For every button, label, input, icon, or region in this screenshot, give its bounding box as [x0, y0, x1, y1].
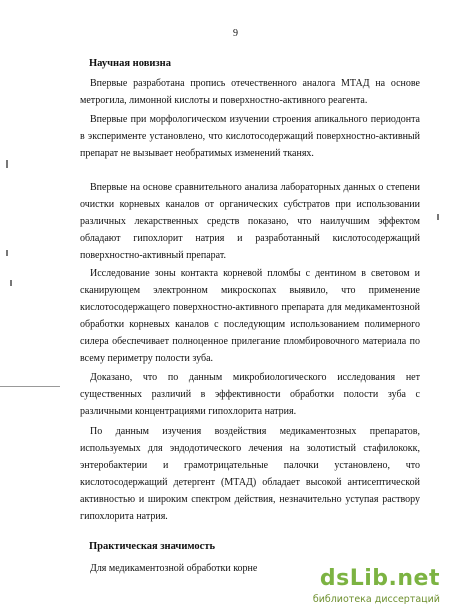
- practical-paragraph-1: Для медикаментозной обработки корне: [90, 563, 258, 574]
- watermark: [312, 566, 440, 610]
- novelty-paragraph-5: Доказано, что по данным микробиологического исследования нет существенных различий в эффективности обработки полости зуба с различными концентрациями гипохлорита натрия.: [80, 372, 420, 417]
- scan-mark: [437, 214, 439, 220]
- novelty-paragraph-3: Впервые на основе сравнительного анализа лабораторных данных о степени очистки корневых каналов от органических субстратов при использовании различных лекарственных средств показано, что наилучшим эффектом обладают гипохлорит натрия и разработанный кислотосодержащий поверхностно-активный препарат.: [80, 182, 420, 261]
- watermark-subtitle: библиотека диссертаций: [312, 594, 440, 605]
- watermark-logo: dsLib.net: [319, 566, 440, 591]
- novelty-paragraph-6: По данным изучения воздействия медикаментозных препаратов, используемых для эндодотического лечения на золотистый стафилококк, энтеробактерии и грамотрицательные палочки установлено, что кислотосодержащий детергент (МТАД) обладает высокой антисептической активностью и широким спектром действия, незначительно уступая раствору гипохлорита натрия.: [80, 426, 420, 522]
- practical-heading: Практическая значимость: [89, 541, 216, 552]
- novelty-paragraph-2: Впервые при морфологическом изучении строения апикального периодонта в эксперименте установлено, что кислотосодержащий поверхностно-активный препарат не вызывает необратимых изменений тканях.: [80, 114, 420, 159]
- novelty-paragraph-4: Исследование зоны контакта корневой пломбы с дентином в световом и сканирующем электронном микроскопах выявило, что применение кислотосодержащего поверхностно-активного препарата для медикаментозной обработки корневых каналов с последующим использованием полимерного силера обеспечивает полноценное прилегание пломбировочного материала по всему периметру полости зуба.: [80, 268, 420, 364]
- page-number: 9: [233, 28, 238, 39]
- scan-mark: [10, 280, 12, 286]
- novelty-heading: Научная новизна: [89, 58, 171, 69]
- scan-line: [0, 386, 60, 387]
- scan-mark: [6, 160, 8, 168]
- scan-mark: [6, 250, 8, 256]
- novelty-paragraph-1: Впервые разработана пропись отечественного аналога МТАД на основе метрогила, лимонной кислоты и поверхностно-активного реагента.: [80, 78, 420, 106]
